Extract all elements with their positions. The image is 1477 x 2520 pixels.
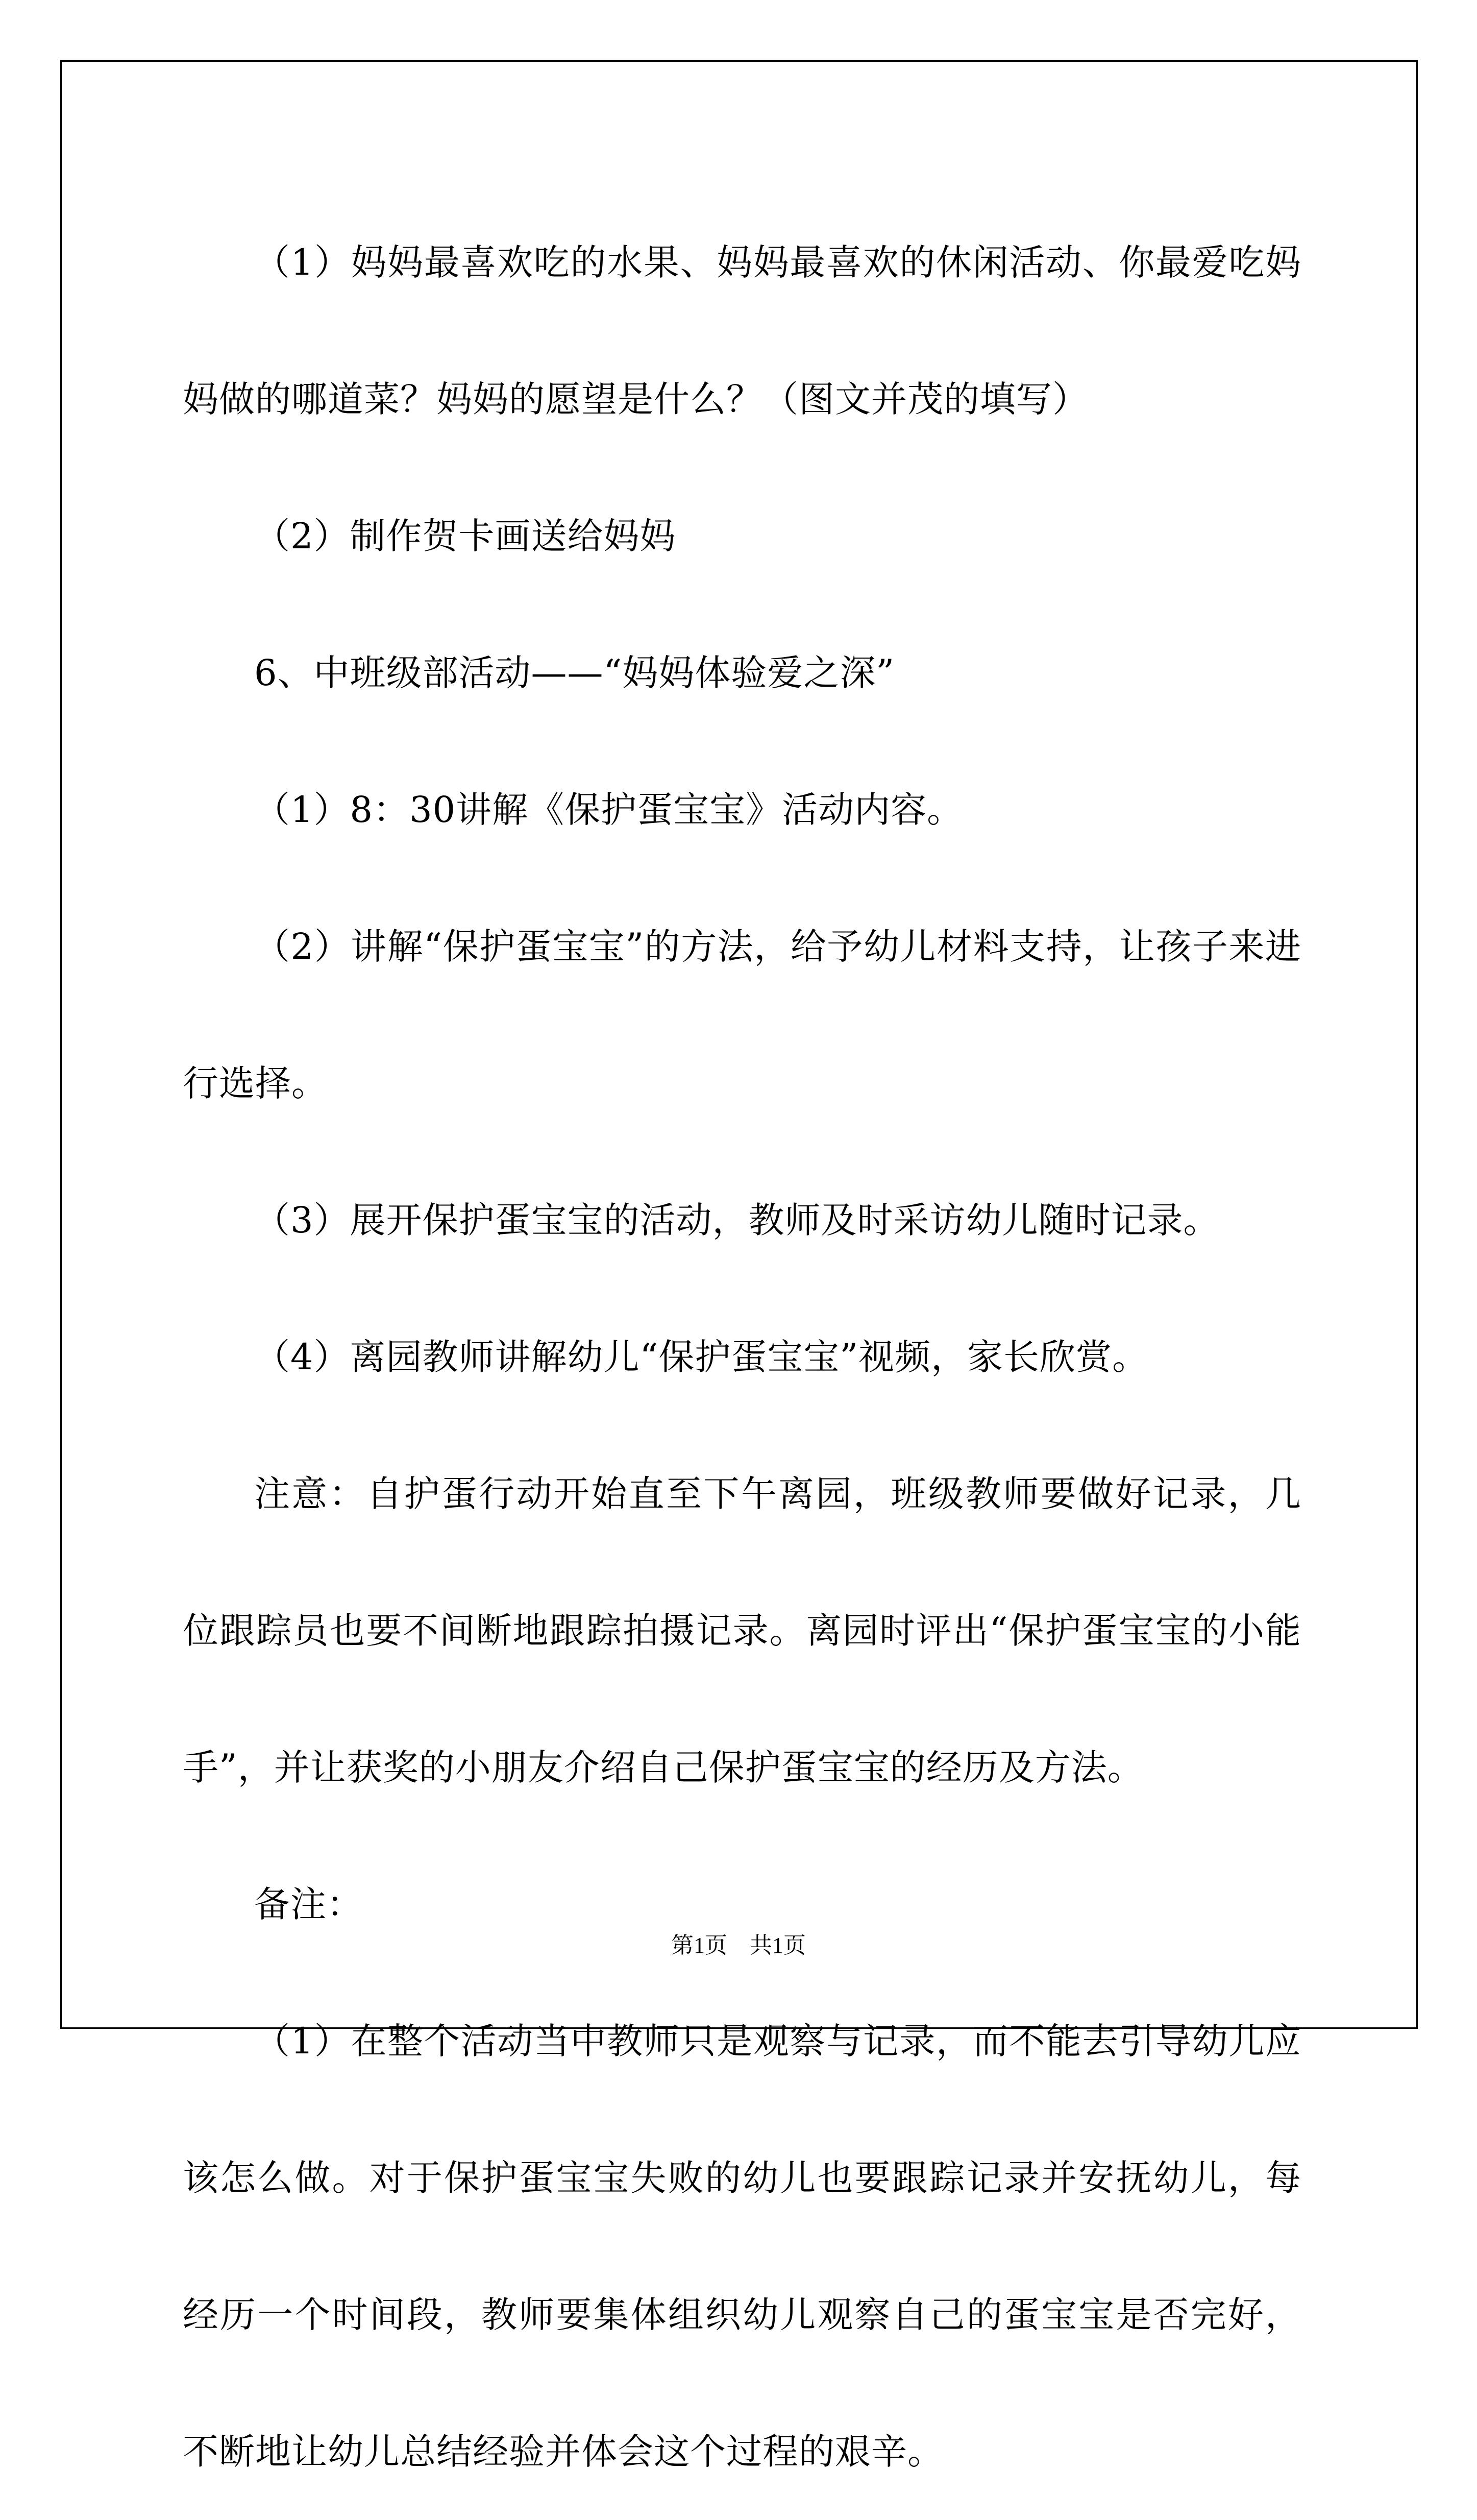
- paragraph-notice: 注意：自护蛋行动开始直至下午离园，班级教师要做好记录，几位跟踪员也要不间断地跟踪拍摄记录。离园时评出“保护蛋宝宝的小能手”，并让获奖的小朋友介绍自己保护蛋宝宝的经历及方法。: [183, 1473, 1301, 1788]
- paragraph-step-1: （1）8：30讲解《保护蛋宝宝》活动内容。: [254, 789, 964, 831]
- paragraph-remark-1: （1）在整个活动当中教师只是观察与记录，而不能去引导幼儿应该怎么做。对于保护蛋宝宝失败的幼儿也要跟踪记录并安抚幼儿，每经历一个时间段，教师要集体组织幼儿观察自己的蛋宝宝是否完好，不断地让幼儿总结经验并体会这个过程的艰辛。: [183, 2020, 1301, 2473]
- paragraph-greeting-card: （2）制作贺卡画送给妈妈: [254, 515, 676, 557]
- paragraph-mother-favorites: （1）妈妈最喜欢吃的水果、妈妈最喜欢的休闲活动、你最爱吃妈妈做的哪道菜？妈妈的愿望是什么？（图文并茂的填写）: [183, 241, 1301, 420]
- page-number-footer: 第1页 共1页: [671, 1933, 806, 1958]
- paragraph-step-4: （4）离园教师讲解幼儿“保护蛋宝宝”视频，家长欣赏。: [254, 1336, 1149, 1378]
- paragraph-section-6-heading: 6、中班级部活动——“妈妈体验爱之深”: [254, 652, 895, 694]
- paragraph-step-3: （3）展开保护蛋宝宝的活动，教师及时采访幼儿随时记录。: [254, 1199, 1220, 1241]
- paragraph-step-2: （2）讲解“保护蛋宝宝”的方法，给予幼儿材料支持，让孩子来进行选择。: [183, 926, 1301, 1104]
- document-body: [183, 194, 1301, 2520]
- paragraph-remarks-heading: 备注：: [254, 1883, 363, 1925]
